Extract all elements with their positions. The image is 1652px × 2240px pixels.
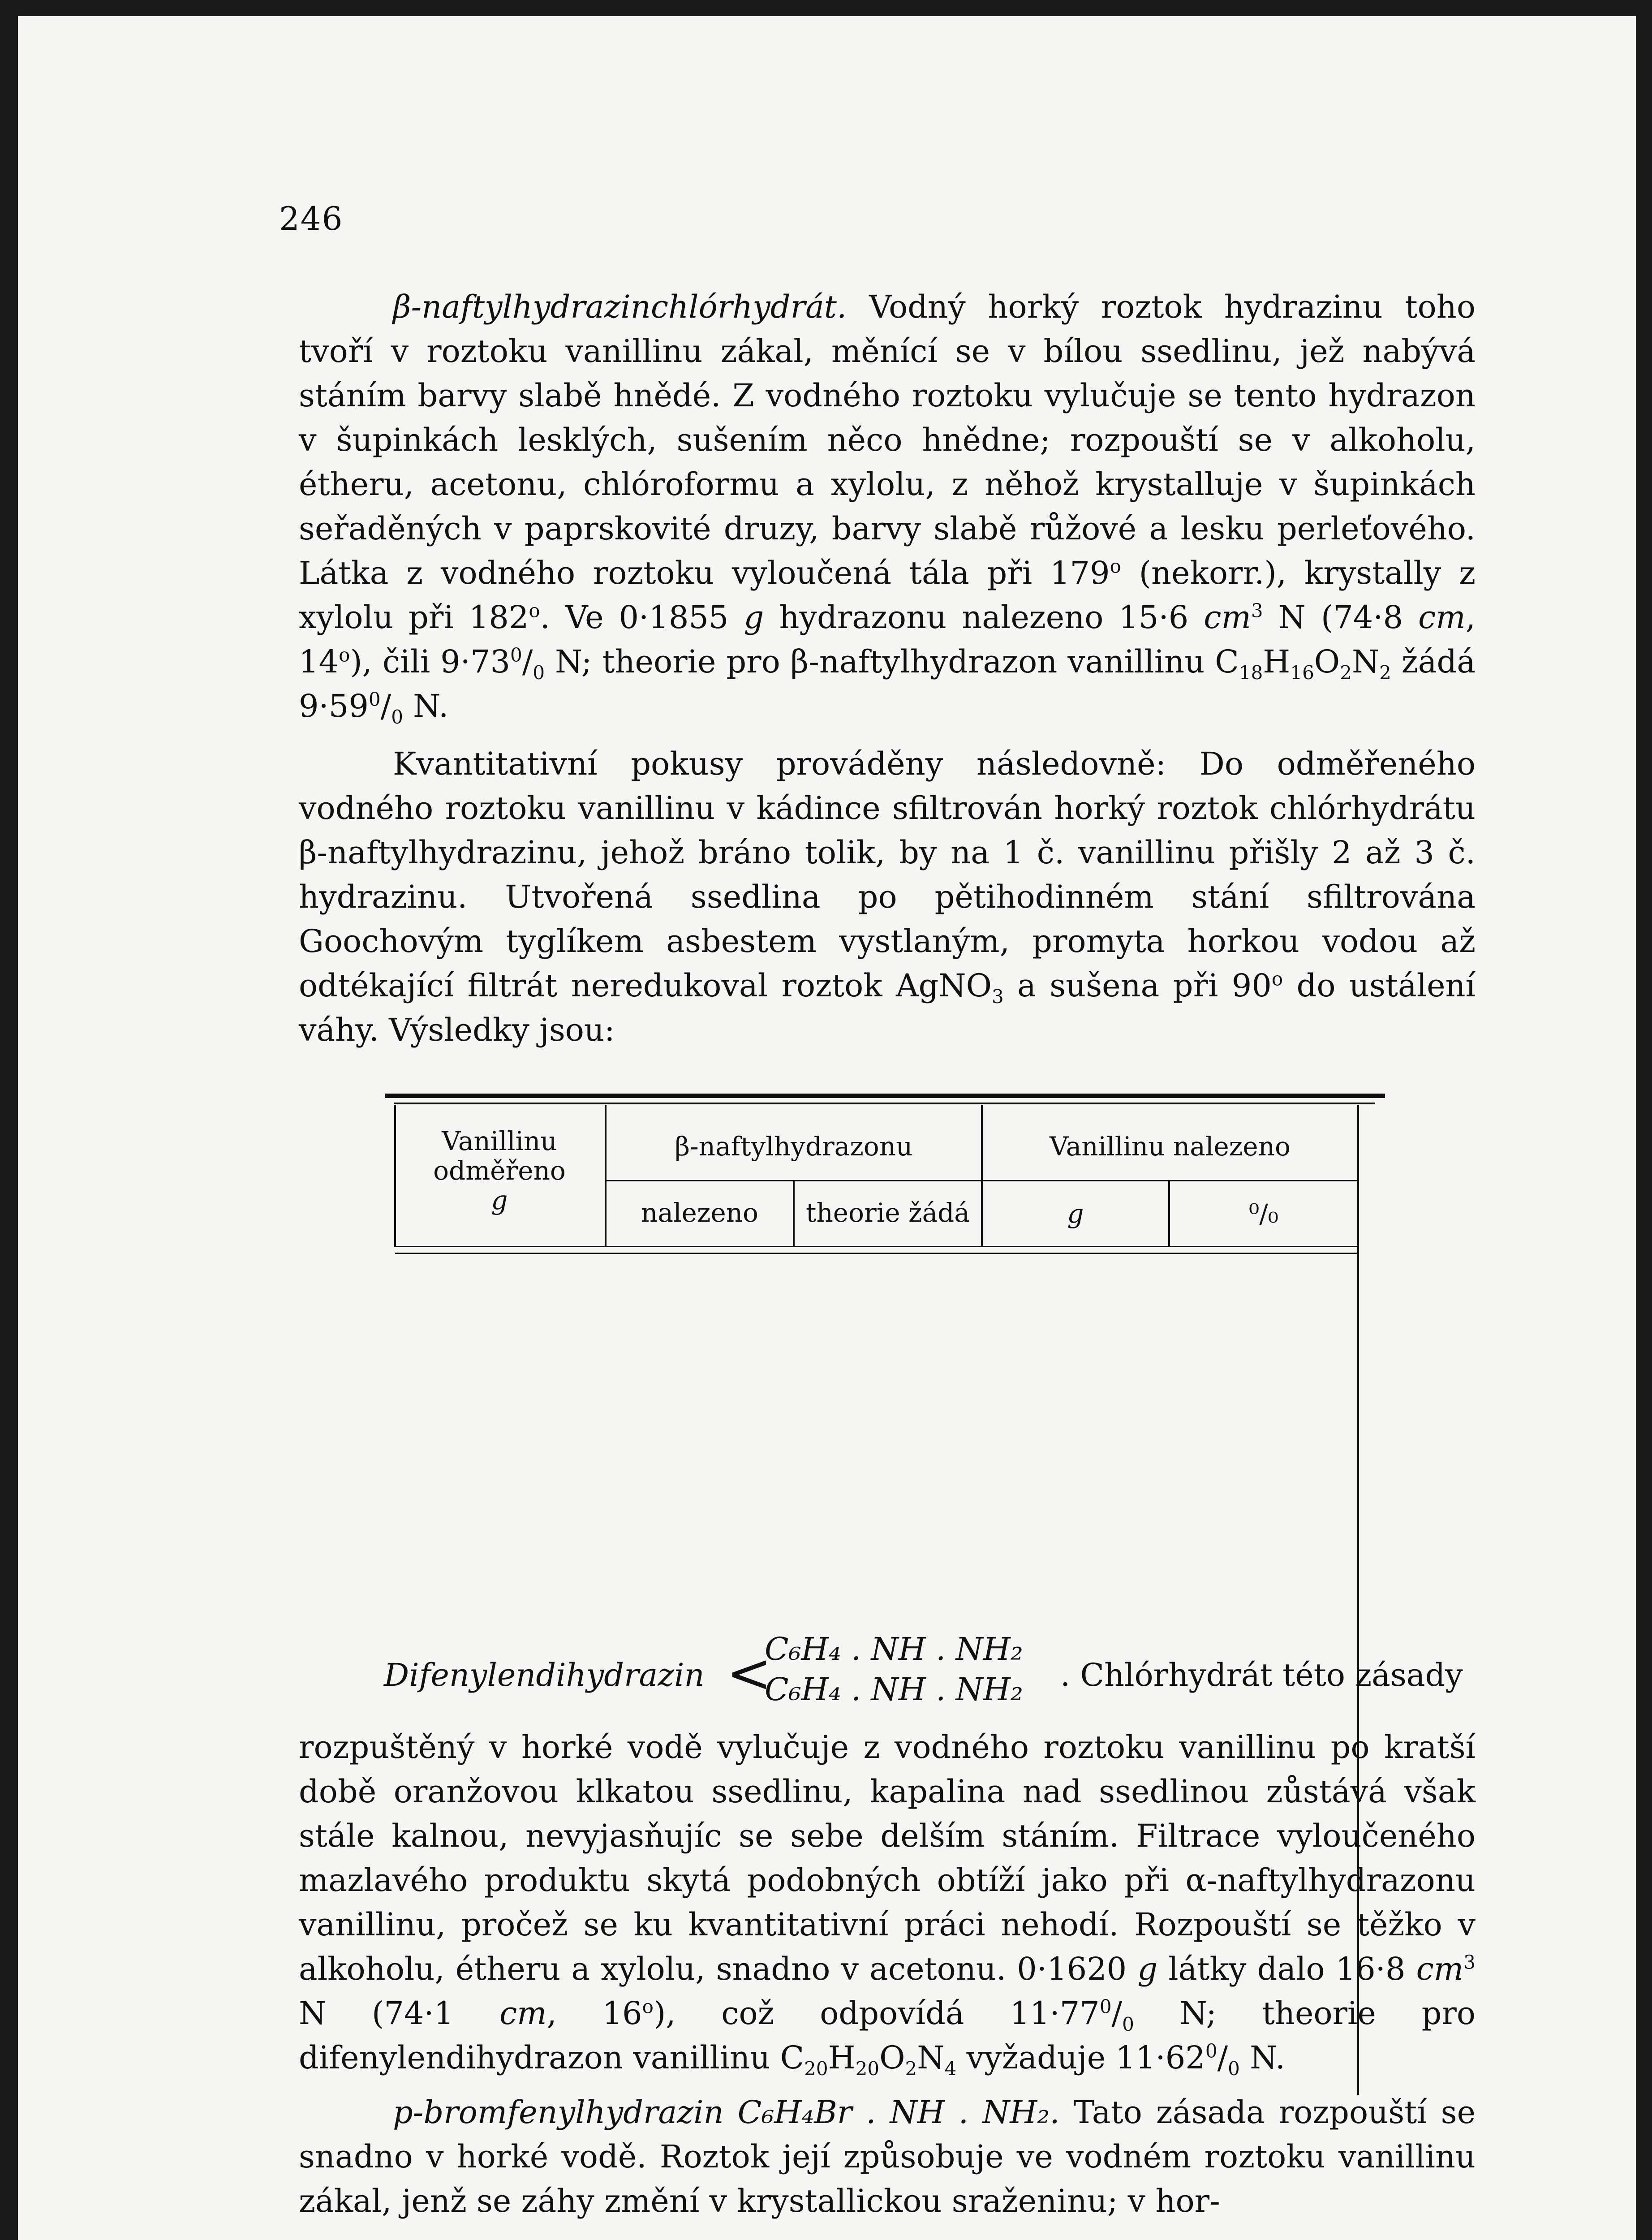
paragraph-title: β-naftylhydrazinchlórhydrát. bbox=[393, 289, 847, 325]
difenylendihydrazin-heading: Difenylendihydrazin < C₆H₄ . NH . NH₂ C₆H₄ . NH . NH₂ . Chlórhydrát této zásady bbox=[299, 1629, 1476, 1719]
paragraph-difenylendihydrazin: rozpuštěný v horké vodě vylučuje z vodného roztoku vanillinu po kratší době oranžovou klkatou ssedlinu, kapalina nad ssedlinou zůstává však stále kalnou, nevyjasňujíc se sebe delším stáním. Filtrace vyloučeného mazlavého produktu skytá podobných obtíží jako při α-naftylhydrazonu vanillinu, pročež se ku kvantitativní práci nehodí. Rozpouští se těžko v alkoholu, étheru a xylolu, snadno v acetonu. 0·1620 g látky dalo 16·8 $cm^3$ N (74·1 cm, 16$^o$), což odpovídá $11\cdot 77^0/_0$ N; theorie pro difenylendihydrazon vanillinu $C_{20}H_{20}O_2N_4$ vyžaduje $11\cdot 62^0/_0$ N. bbox=[299, 1729, 1476, 2080]
paragraph-kvantitativni: Kvantitativní pokusy prováděny následovně: Do odměřeného vodného roztoku vanillinu v kádince sfiltrován horký roztok chlórhydrátu β-naftylhydrazinu, jehož bráno tolik, by na 1 č. vanillinu přišly 2 až 3 č. hydrazinu. Utvořená ssedlina po pětihodinném stání sfiltrována Goochovým tyglíkem asbestem vystlaným, promyta horkou vodou až odtékající filtrát neredukoval roztok AgNO$_3$ a sušena při 90$^o$ do ustálení váhy. Výsledky jsou: bbox=[299, 745, 1476, 1048]
header-theory: theorie žádá bbox=[806, 1198, 970, 1228]
paragraph-beta-naftylhydrazin: β-naftylhydrazinchlórhydrát. Vodný horký roztok hydrazinu toho tvoří v roztoku vanillinu zákal, měnící se v bílou ssedlinu, jež nabývá stáním barvy slabě hnědé. Z vodného roztoku vylučuje se tento hydrazon v šupinkách lesklých, sušením něco hnědne; rozpouští se v alkoholu, étheru, acetonu, chlóroformu a xylolu, z něhož krystalluje v šupinkách seřaděných v paprskovité druzy, barvy slabě růžové a lesku perleťového. Látka z vodného roztoku vyloučená tála při 179$^o$ (nekorr.), krystally z xylolu při 182$^o$. Ve 0·1855 g hydrazonu nalezeno 15·6 $cm^3$ N (74·8 cm, 14$^o$), čili $9\cdot 73^0/_0$ N; theorie pro β-naftylhydrazon vanillinu $C_{18}H_{16}O_2N_2$ žádá $9\cdot 59^0/_0$ N. bbox=[299, 289, 1476, 728]
header-found: nalezeno bbox=[641, 1198, 758, 1228]
table-top-rule-thin bbox=[394, 1103, 1375, 1104]
header-grams: g bbox=[1067, 1198, 1084, 1229]
header-vanillin-measured: Vanillinu odměřeno g bbox=[433, 1126, 566, 1215]
structural-formula: C₆H₄ . NH . NH₂ C₆H₄ . NH . NH₂ bbox=[765, 1631, 1023, 1708]
paragraph-bromfenylhydrazin: p-bromfenylhydrazin C₆H₄Br . NH . NH₂. Tato zásada rozpouští se snadno v horké vodě. Roztok její způsobuje ve vodném roztoku vanillinu zákal, jenž se záhy změní v krystallickou sraženinu; v hor- bbox=[299, 2094, 1476, 2219]
header-vanillin-found: Vanillinu nalezeno bbox=[1050, 1131, 1291, 1162]
page-number: 246 bbox=[279, 200, 344, 237]
header-naftylhydrazon: β-naftylhydrazonu bbox=[675, 1131, 913, 1162]
compound-title: Difenylendihydrazin bbox=[384, 1657, 705, 1693]
table-top-rule bbox=[385, 1094, 1385, 1098]
compound-title-2: p-bromfenylhydrazin bbox=[393, 2094, 724, 2131]
header-percent: ⁰/₀ bbox=[1248, 1198, 1279, 1229]
page bbox=[18, 16, 1636, 2240]
